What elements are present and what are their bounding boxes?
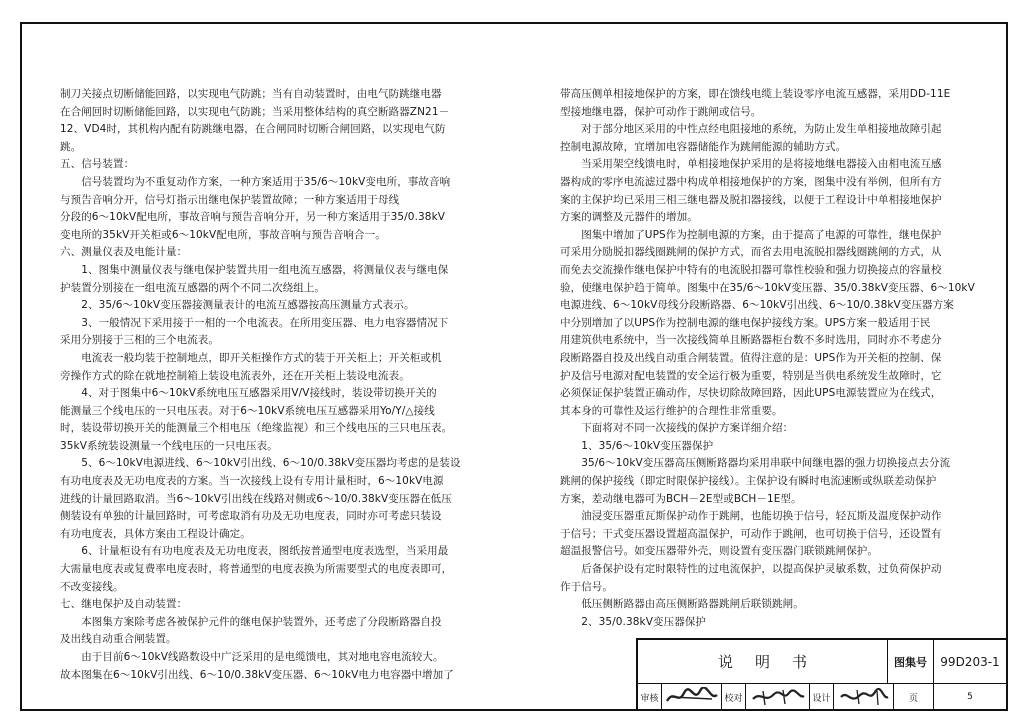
text-line: 其本身的可靠性及运行维护的合理性非常重要。 [560, 404, 783, 417]
text-line: 信号装置均为不重复动作方案，一种方案适用于35/6～10kV变电所，事故音响 [60, 175, 451, 188]
text-line: 跳。 [60, 140, 82, 153]
text-line: 带高压侧单相接地保护的方案，即在馈线电缆上装设零序电流互感器，采用DD-11E [560, 88, 951, 100]
text-line: 五、信号装置： [60, 158, 135, 171]
text-line: 方案的调整及元器件的增加。 [560, 211, 698, 224]
text-line: 中分别增加了以UPS作为控制电源的继电保护接线方案。UPS方案一般适用于民 [560, 316, 931, 329]
text-line: 于信号；干式变压器设置超高温保护，可动作于跳闸，也可切换于信号，还设置有 [560, 527, 942, 540]
text-line: 35kV系统装设测量一个线电压的一只电压表。 [60, 439, 278, 452]
title-block [636, 638, 1006, 710]
text-line: 段断路器自投及出线自动重合闸装置。值得注意的是：UPS作为开关柜的控制、保 [560, 351, 942, 364]
text-line: 方案，差动继电器可为BCH－2E型或BCH－1E型。 [560, 492, 802, 505]
text-line: 3、一般情况下采用接于一相的一个电流表。在所用变压器、电力电容器情况下 [60, 316, 449, 329]
text-line: 护及信号电源对配电装置的安全运行极为重要，特别是当供电系统发生故障时，它 [560, 369, 942, 382]
text-line: 不改变接线。 [60, 580, 124, 593]
page-number: 5 [967, 692, 973, 702]
document-title: 说明书 [638, 640, 888, 684]
text-line: 1、图集中测量仪表与继电保护装置共用一组电流互感器，将测量仪表与继电保 [60, 263, 449, 276]
text-line: 侧装设有单独的计量回路时，可考虑取消有功及无功电度表，同时亦可考虑只装设 [60, 510, 442, 523]
text-line: 进线的计量回路取消。当6～10kV引出线在线路对侧或6～10/0.38kV变压器在低压 [60, 492, 452, 505]
text-line: 采用分别接于三相的三个电流表。 [60, 334, 219, 347]
atlas-number: 99D203-1 [934, 640, 1006, 684]
approval-row [638, 684, 1006, 710]
text-line: 变电所的35kV开关柜或6～10kV配电所，事故音响与预告音响合一。 [60, 228, 386, 241]
text-line: 型接地继电器，保护可动作于跳闸或信号。 [560, 105, 762, 118]
text-line: 跳闸的保护接线（即定时限保护接线）。主保护设有瞬时电流速断或纵联差动保护 [560, 475, 937, 488]
text-line: 可采用分励脱扣器线圈跳闸的保护方式，而省去用电流脱扣器线圈跳闸的方式，从 [560, 246, 942, 259]
text-line: 七、继电保护及自动装置： [60, 598, 188, 611]
text-line: 电源进线、6～10kV母线分段断路器、6～10kV引出线、6～10/0.38kV变压器方案 [560, 299, 954, 312]
text-line: 六、测量仪表及电能计量： [60, 246, 188, 259]
page-label: 页 [894, 684, 934, 710]
text-line: 2、35/6～10kV变压器接测量表计的电流互感器按高压测量方式表示。 [60, 299, 415, 312]
text-line: 图集中增加了UPS作为控制电源的方案，由于提高了电源的可靠性，继电保护 [560, 228, 942, 241]
text-line: 有功电度表及无功电度表的方案。当一次接线上设有专用计量柜时，6～10kV电源 [60, 475, 444, 488]
text-line: 1、35/6～10kV变压器保护 [560, 439, 714, 452]
text-line: 与预告音响分开，信号灯指示出继电保护装置故障；一种方案适用于母线 [60, 193, 400, 206]
text-line: 而免去交流操作继电保护中特有的电流脱扣器可靠性校验和强力切换接点的容量校 [560, 263, 942, 276]
text-line: 必须保证保护装置正确动作，尽快切除故障回路，因此UPS电源装置应为在线式， [560, 387, 942, 400]
text-line: 时，装设带切换开关的能测量三个相电压（绝缘监视）和三个线电压的三只电压表。 [60, 422, 453, 435]
text-line: 旁操作方式的除在就地控制箱上装设电流表外，还在开关柜上装设电流表。 [60, 369, 410, 382]
text-line: 4、对于图集中6～10kV系统电压互感器采用V/V接线时，装设带切换开关的 [60, 387, 437, 400]
text-line: 由于目前6～10kV线路数设中广泛采用的是电缆馈电，其对地电容电流较大。 [60, 651, 444, 663]
text-line: 能测量三个线电压的一只电压表。对于6～10kV系统电压互感器采用Yo/Y/△接线 [60, 404, 435, 417]
text-line: 验，使继电保护趋于简单。图集中在35/6～10kV变压器、35/0.38kV变压器、6～10kV [560, 281, 975, 294]
text-line: 对于部分地区采用的中性点经电阻接地的系统，为防止发生单相接地故障引起 [560, 123, 942, 136]
text-line: 油浸变压器重瓦斯保护动作于跳闸，也能切换于信号，轻瓦斯及温度保护动作 [560, 510, 942, 523]
text-line: 作于信号。 [560, 580, 613, 593]
text-line: 器构成的零序电流滤过器中构成单相接地保护的方案，图集中没有举例，但所有方 [560, 175, 942, 188]
text-line: 及出线自动重合闸装置。 [60, 633, 177, 646]
check-label: 校对 [722, 684, 746, 710]
text-line: 制刀关接点切断储能回路，以实现电气防跳；当有自动装置时，由电气防跳继电器 [60, 88, 442, 100]
text-line: 下面将对不同一次接线的保护方案详细介绍： [560, 422, 794, 435]
text-line: 案的主保护均已采用三相三继电器及脱扣器接线，以便于工程设计中单相接地保护 [560, 193, 942, 206]
text-line: 大需量电度表或复费率电度表时，将普通型的电度表换为所需要型式的电度表即可， [60, 563, 453, 576]
text-line: 35/6～10kV变压器高压侧断路器均采用串联中间继电器的强力切换接点去分流 [560, 457, 951, 470]
text-line: 分段的6～10kV配电所，事故音响与预告音响分开，另一种方案适用于35/0.38kV [60, 211, 446, 224]
left-text-column [60, 86, 478, 684]
text-line: 后备保护设有定时限特性的过电流保护，以提高保护灵敏系数，过负荷保护动 [560, 563, 942, 576]
text-line: 故本图集在6～10kV引出线、6～10/0.38kV变压器、6～10kV电力电容器中增加了 [60, 668, 454, 681]
right-text-column [560, 86, 978, 631]
review-label: 审核 [638, 684, 662, 710]
text-line: 12、VD4时，其机构内配有防跳继电器，在合闸同时切断合闸回路，以实现电气防 [60, 123, 446, 136]
text-line: 用建筑供电系统中，当一次接线简单且断路器柜台数不多时选用，同时亦不考虑分 [560, 334, 942, 347]
text-line: 有功电度表，具体方案由工程设计确定。 [60, 527, 251, 540]
text-line: 本图集方案除考虑各被保护元件的继电保护装置外，还考虑了分段断路器自投 [60, 615, 442, 628]
design-signature-icon [834, 684, 894, 710]
text-line: 控制电源故障，宜增加电容器储能作为跳闸能源的辅助方式。 [560, 140, 847, 153]
text-line: 护装置分别接在一组电流互感器的两个不同二次绕组上。 [60, 281, 325, 294]
review-signature-icon [662, 684, 722, 710]
check-signature-icon [746, 684, 810, 710]
text-line: 当采用架空线馈电时，单相接地保护采用的是将接地继电器接入由相电流互感 [560, 158, 942, 171]
text-line: 在合闸回时切断储能回路，以实现电气防跳；当采用整体结构的真空断路器ZN21－ [60, 105, 450, 118]
text-line: 电流表一般均装于控制地点，即开关柜操作方式的装于开关柜上；开关柜或机 [60, 351, 442, 364]
text-line: 2、35/0.38kV变压器保护 [560, 615, 707, 628]
text-line: 6、计量柜设有有功电度表及无功电度表，图纸按普通型电度表选型，当采用最 [60, 545, 449, 558]
atlas-number-label: 图集号 [888, 640, 934, 684]
text-line: 5、6～10kV电源进线、6～10kV引出线、6～10/0.38kV变压器均考虑的是装设 [60, 457, 461, 470]
text-line: 低压侧断路器由高压侧断路器跳闸后联锁跳闸。 [560, 598, 804, 611]
text-line: 超温报警信号。如变压器带外壳，则设置有变压器门联锁跳闸保护。 [560, 545, 878, 558]
design-label: 设计 [810, 684, 834, 710]
